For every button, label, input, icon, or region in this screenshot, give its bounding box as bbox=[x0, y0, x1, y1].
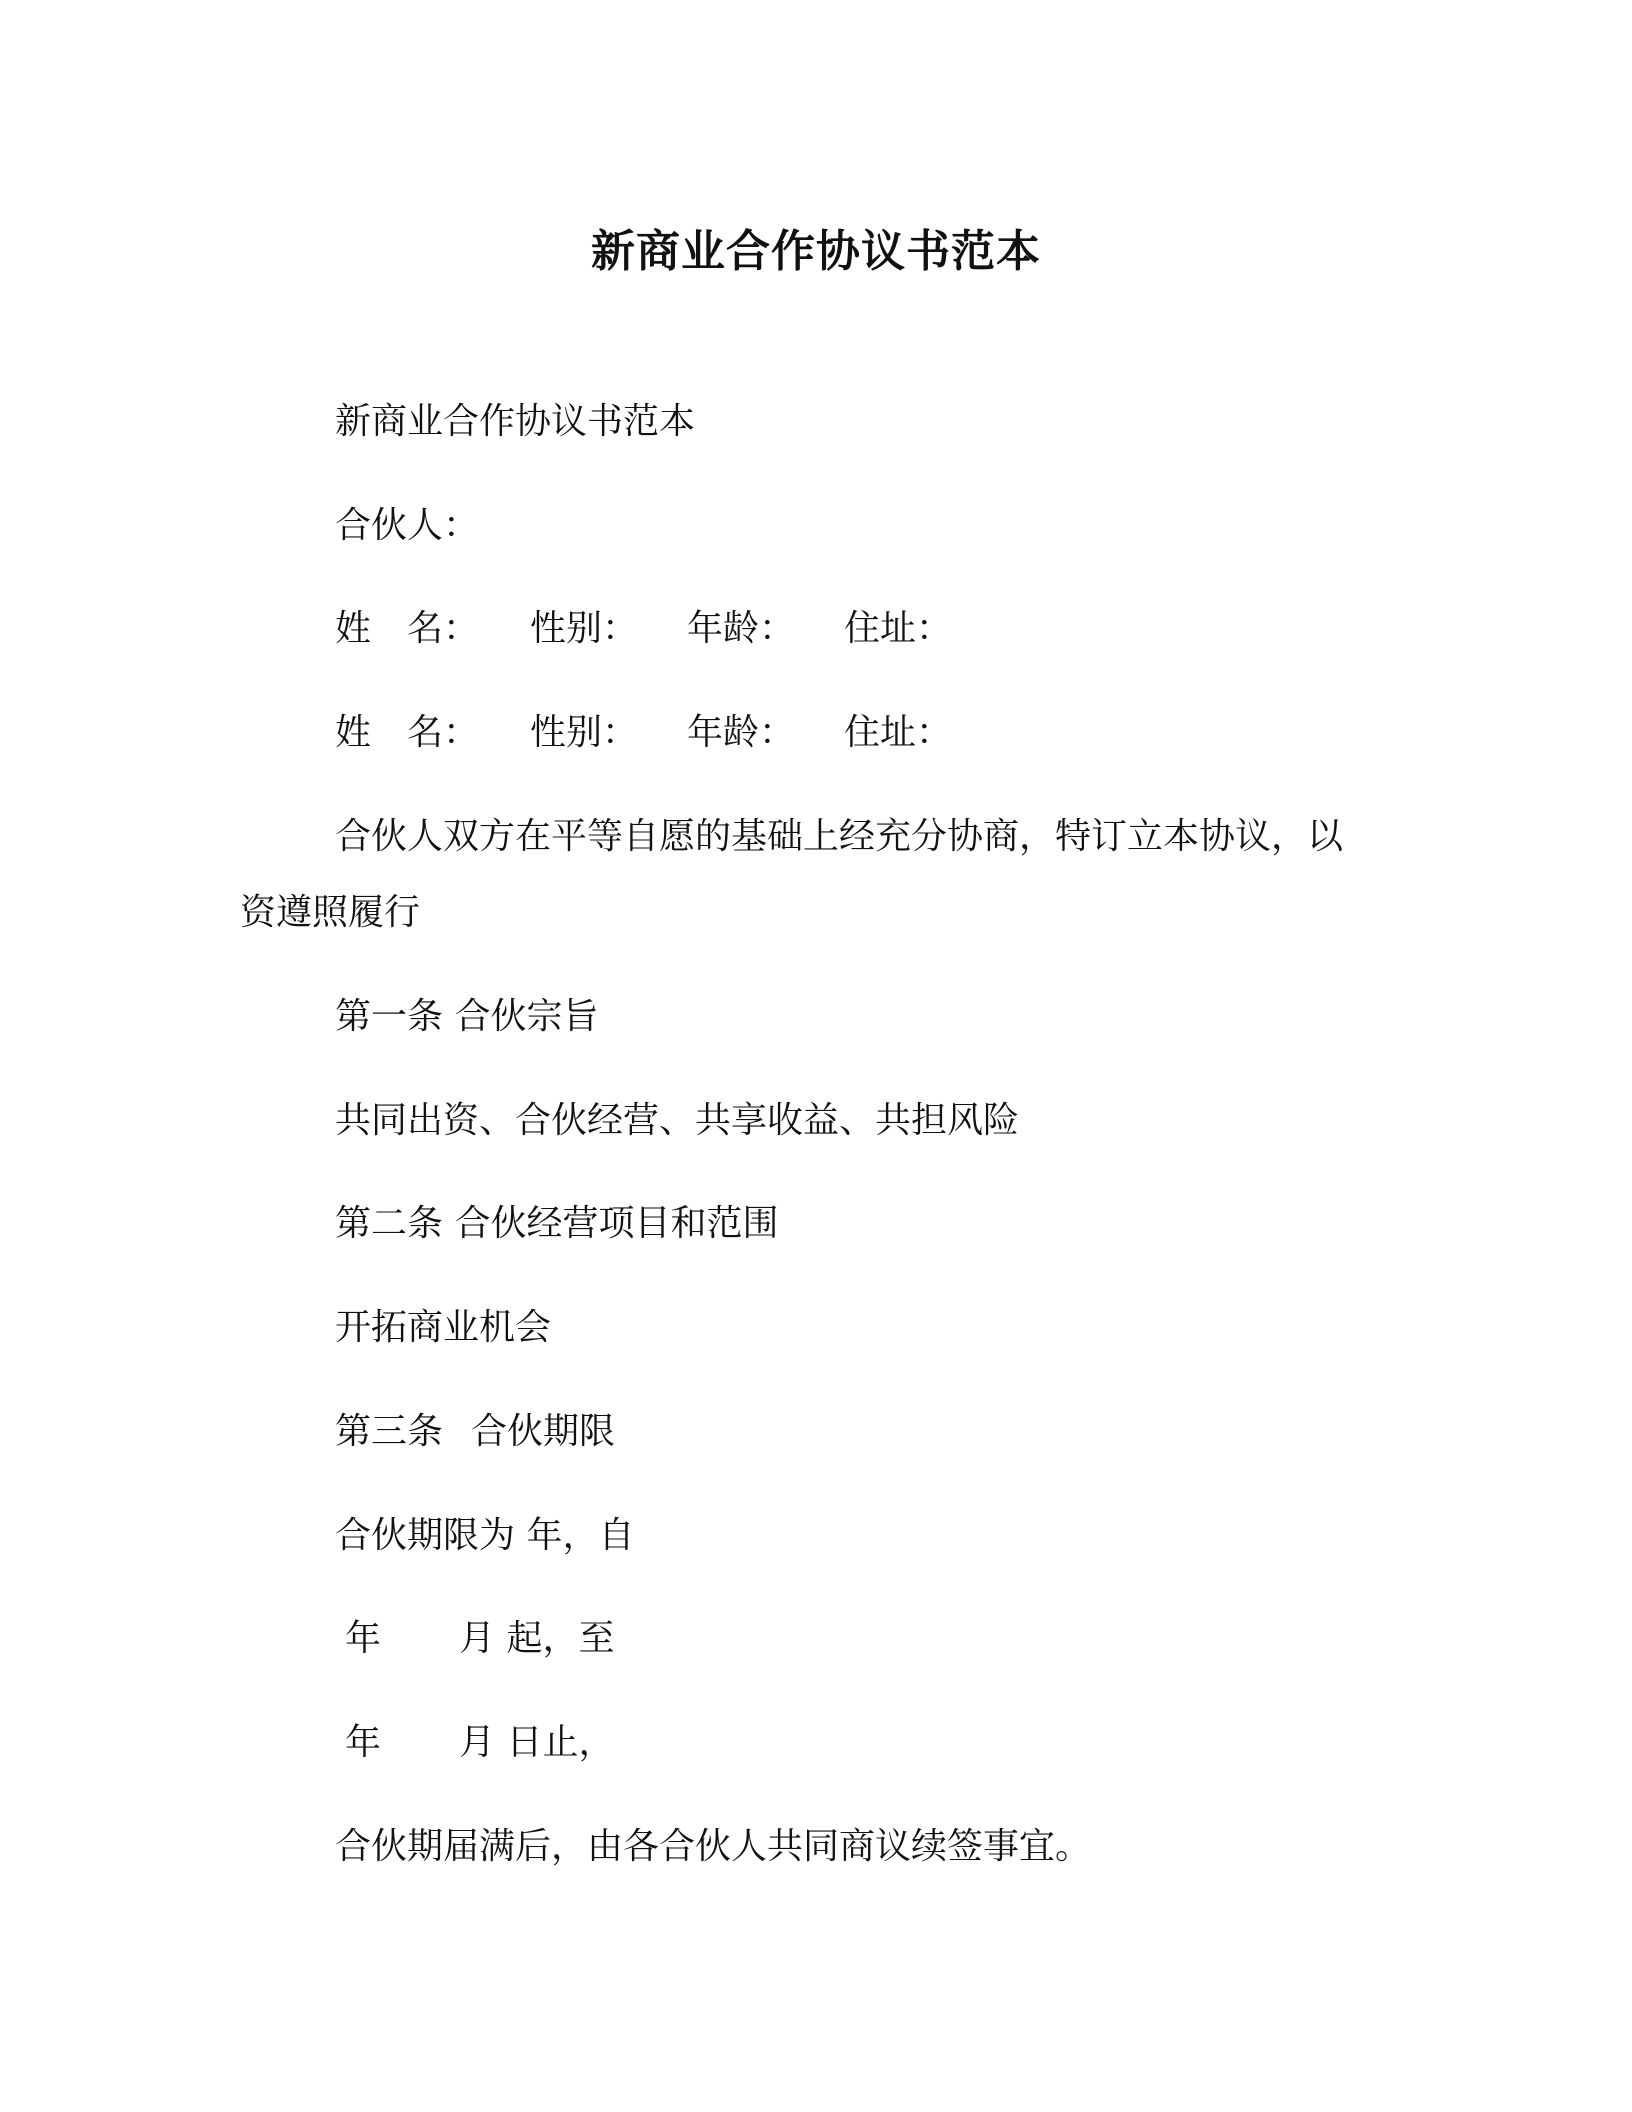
term-line-1: 合伙期限为 年，自 bbox=[335, 1515, 635, 1556]
term-start-rest: 月 起，至 bbox=[459, 1618, 615, 1659]
article-3-number: 第三条 bbox=[335, 1411, 444, 1452]
document-title: 新商业合作协议书范本 bbox=[591, 226, 1041, 277]
name-label: 姓 名： bbox=[335, 712, 480, 753]
article-3-name: 合伙期限 bbox=[471, 1411, 616, 1452]
intro-paragraph-line-2: 资遵照履行 bbox=[240, 892, 421, 933]
partner-row-1 bbox=[335, 605, 964, 653]
sex-label: 性别： bbox=[530, 608, 639, 649]
term-line-2 bbox=[345, 1615, 614, 1663]
article-1-body: 共同出资、合伙经营、共享收益、共担风险 bbox=[335, 1100, 1020, 1141]
term-line-3 bbox=[345, 1719, 614, 1767]
term-end-rest: 月 日止， bbox=[459, 1722, 615, 1763]
partner-row-2 bbox=[335, 709, 964, 757]
article-2-body: 开拓商业机会 bbox=[335, 1307, 552, 1348]
document-subtitle: 新商业合作协议书范本 bbox=[335, 401, 696, 442]
intro-paragraph-line-1: 合伙人双方在平等自愿的基础上经充分协商，特订立本协议，以 bbox=[335, 816, 1344, 857]
article-3-title bbox=[335, 1408, 615, 1456]
address-label: 住址： bbox=[844, 712, 953, 753]
term-end-year: 年 bbox=[345, 1722, 382, 1763]
term-start-year: 年 bbox=[345, 1618, 382, 1659]
age-label: 年龄： bbox=[687, 608, 796, 649]
term-line-4: 合伙期届满后，由各合伙人共同商议续签事宜。 bbox=[335, 1826, 1092, 1867]
partners-label: 合伙人： bbox=[335, 505, 480, 546]
age-label: 年龄： bbox=[687, 712, 796, 753]
address-label: 住址： bbox=[844, 608, 953, 649]
sex-label: 性别： bbox=[530, 712, 639, 753]
article-2-title: 第二条 合伙经营项目和范围 bbox=[335, 1203, 779, 1244]
name-label: 姓 名： bbox=[335, 608, 480, 649]
article-1-title: 第一条 合伙宗旨 bbox=[335, 996, 599, 1037]
